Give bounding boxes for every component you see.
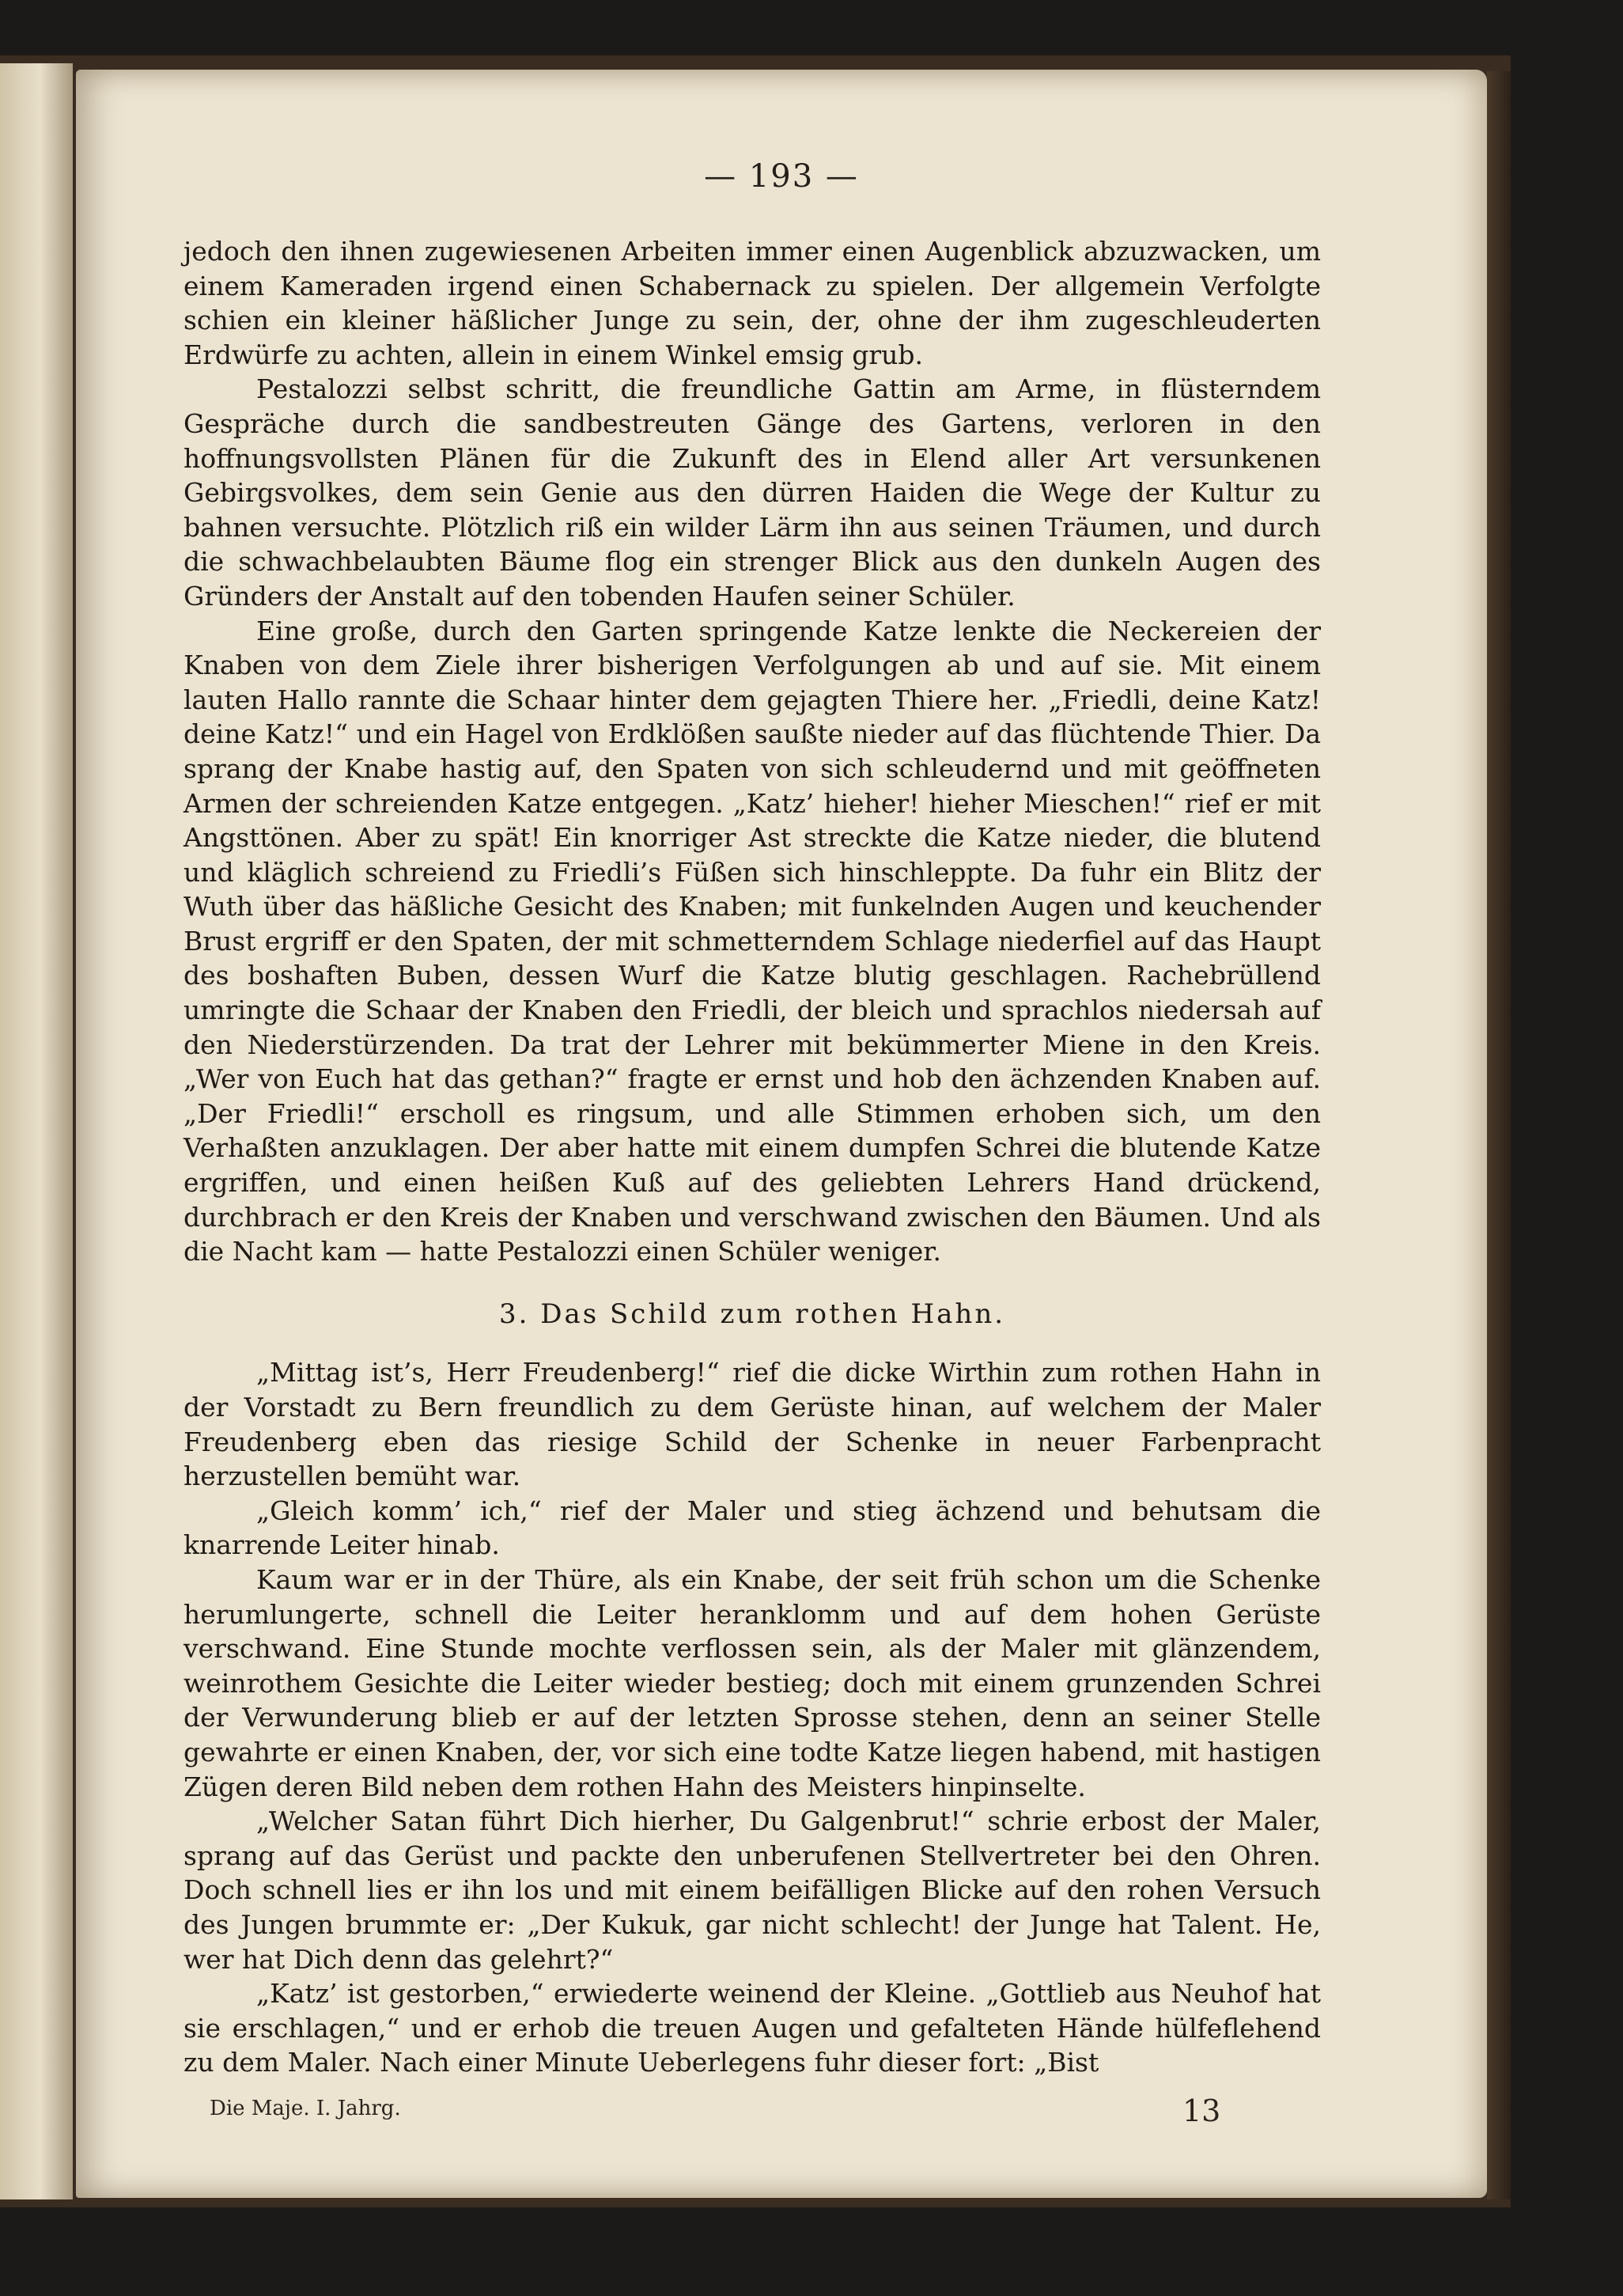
paragraph: jedoch den ihnen zugewiesenen Arbeiten immer einen Augenblick abzuzwacken, um einem Kameraden irgend einen Schabernack zu spielen. Der allgemein Verfolgte schien ein kleiner häßlicher Junge zu sein, der, ohne der ihm zugeschleuderten Erdwürfe zu achten, allein in einem Winkel emsig grub. [183,236,1321,370]
page-fore-edge [1487,71,1511,2199]
left-page-edge [0,63,73,2199]
paragraph: Kaum war er in der Thüre, als ein Knabe, der seit früh schon um die Schenke herumlungerte, schnell die Leiter heranklomm und auf dem hohen Gerüste verschwand. Eine Stunde mochte verflossen sein, als der Maler mit glänzendem, weinrothem Gesichte die Leiter wieder bestieg; doch mit einem grunzenden Schrei der Verwunderung blieb er auf der letzten Sprosse stehen, denn an seiner Stelle gewahrte er einen Knaben, der, vor sich eine todte Katze liegen habend, mit hastigen Zügen deren Bild neben dem rothen Hahn des Meisters hinpinselte. [183,1563,1321,1802]
paragraph: „Mittag ist’s, Herr Freudenberg!“ rief die dicke Wirthin zum rothen Hahn in der Vorstadt zu Bern freundlich zu dem Gerüste hinan, auf welchem der Maler Freudenberg eben das riesige Schild der Schenke in neuer Farbenpracht herzustellen bemüht war. [183,1357,1321,1492]
footer-signature: Die Maje. I. Jahrg. [210,2097,401,2120]
paragraph: „Katz’ ist gestorben,“ erwiederte weinend der Kleine. „Gottlieb aus Neuhof hat sie erschlagen,“ und er erhob die treuen Augen und gefalteten Hände hülfeflehend zu dem Maler. Nach einer Minute Ueberlegens fuhr dieser fort: „Bist [183,1978,1321,2078]
paragraph: „Welcher Satan führt Dich hierher, Du Galgenbrut!“ schrie erbost der Maler, sprang auf das Gerüst und packte den unberufenen Stellvertreter bei den Ohren. Doch schnell lies er ihn los und mit einem beifälligen Blicke auf den rohen Versuch des Jungen brummte er: „Der Kukuk, gar nicht schlecht! der Junge hat Talent. He, wer hat Dich denn das gelehrt?“ [183,1805,1321,1975]
page-header: — 193 — [704,158,859,195]
page-body [183,234,1321,2080]
paragraph: Eine große, durch den Garten springende Katze lenkte die Neckereien der Knaben von dem Ziele ihrer bisherigen Verfolgungen ab und auf sie. Mit einem lauten Hallo rannte die Schaar hinter dem gejagten Thiere her. „Friedli, deine Katz! deine Katz!“ und ein Hagel von Erdklößen saußte nieder auf das flüchtende Thier. Da sprang der Knabe hastig auf, den Spaten von sich schleudernd und mit geöffneten Armen der schreienden Katze entgegen. „Katz’ hieher! hieher Mieschen!“ rief er mit Angsttönen. Aber zu spät! Ein knorriger Ast streckte die Katze nieder, die blutend und kläglich schreiend zu Friedli’s Füßen sich hinschleppte. Da fuhr ein Blitz der Wuth über das häßliche Gesicht des Knaben; mit funkelnden Augen und keuchender Brust ergriff er den Spaten, der mit schmetterndem Schlage niederfiel auf das Haupt des boshaften Buben, dessen Wurf die Katze blutig geschlagen. Rachebrüllend umringte die Schaar der Knaben den Friedli, der bleich und sprachlos niedersah auf den Niederstürzenden. Da trat der Lehrer mit bekümmerter Miene in den Kreis. „Wer von Euch hat das gethan?“ fragte er ernst und hob den ächzenden Knaben auf. „Der Friedli!“ erscholl es ringsum, und alle Stimmen erhoben sich, um den Verhaßten anzuklagen. Der aber hatte mit einem dumpfen Schrei die blutende Katze ergriffen, und einen heißen Kuß auf des geliebten Lehrers Hand drückend, durchbrach er den Kreis der Knaben und verschwand zwischen den Bäumen. Und als die Nacht kam — hatte Pestalozzi einen Schüler weniger. [183,615,1321,1267]
signature-number: 13 [1182,2093,1221,2128]
paragraph: „Gleich komm’ ich,“ rief der Maler und stieg ächzend und behutsam die knarrende Leiter hinab. [183,1495,1321,1561]
section-title: 3. Das Schild zum rothen Hahn. [498,1298,1006,1330]
paragraph: Pestalozzi selbst schritt, die freundliche Gattin am Arme, in flüsterndem Gespräche durch die sandbestreuten Gänge des Gartens, verloren in den hoffnungsvollsten Plänen für die Zukunft des in Elend aller Art versunkenen Gebirgsvolkes, dem sein Genie aus den dürren Haiden die Wege der Kultur zu bahnen versuchte. Plötzlich riß ein wilder Lärm ihn aus seinen Träumen, und durch die schwachbelaubten Bäume flog ein strenger Blick aus den dunkeln Augen des Gründers der Anstalt auf den tobenden Haufen seiner Schüler. [183,373,1321,612]
